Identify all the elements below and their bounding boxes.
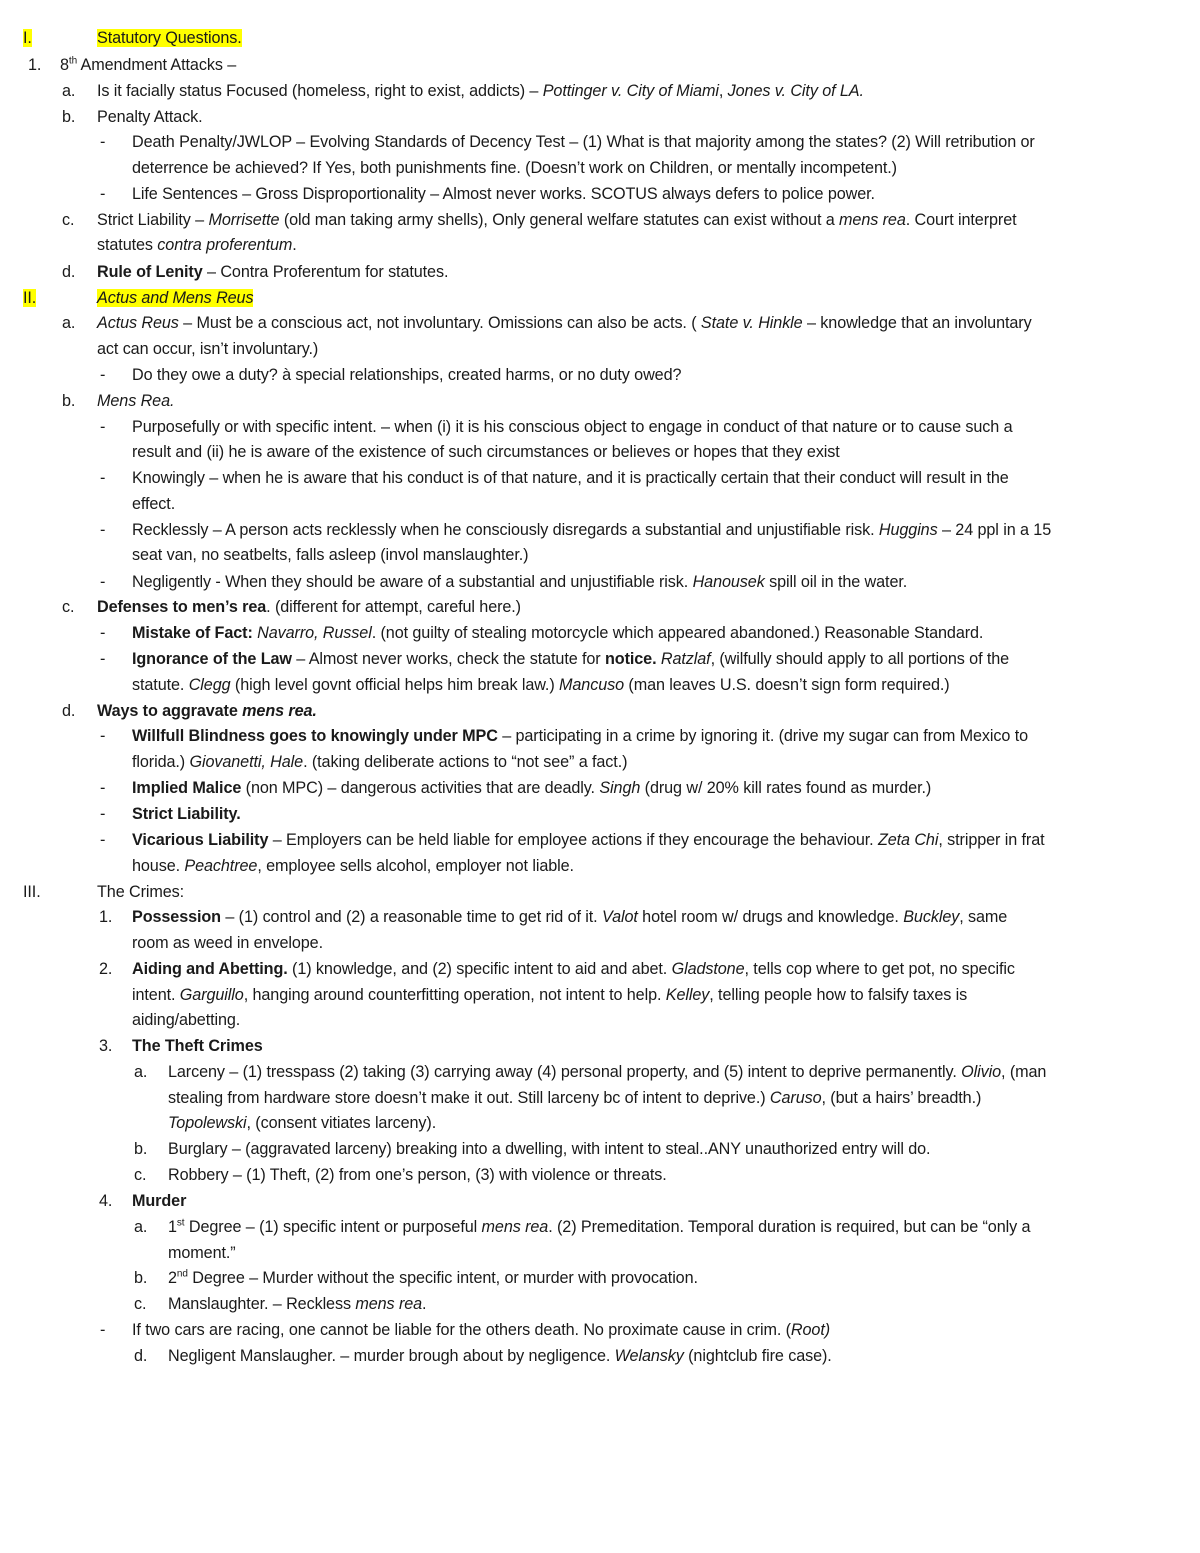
text-line [100,648,105,670]
text-line [62,209,74,231]
text-line [168,1138,930,1160]
text-line [134,1164,146,1186]
text-line [132,725,1028,747]
text-run: Huggins [878,521,938,539]
text-line [97,312,1032,334]
text-run: Degree – Murder without the specific intent, or murder with provocation. [187,1269,698,1287]
text-run: Hanousek [692,573,765,591]
text-run: stealing from hardware store doesn’t make it out. Still larceny bc of intent to deprive.) [168,1089,770,1107]
text-run: hotel room w/ drugs and knowledge. [637,908,904,926]
text-run: statutes [97,236,158,254]
text-run: Kelley [665,986,710,1004]
text-line [168,1061,1046,1083]
text-run: Knowingly – when he is aware that his conduct is of that nature, and it is practically certain that their conduct will result in the [132,469,1009,487]
text-line [132,157,897,179]
text-line [23,27,32,49]
text-run: – Must be a conscious act, not involuntary. Omissions can also be acts. ( [178,314,701,332]
text-run: - [100,779,106,797]
text-run: Jones v. City of LA. [727,82,864,100]
text-run: (man leaves U.S. doesn’t sign form required.) [624,676,950,694]
text-line [132,803,241,825]
text-run: Is it facially status Focused (homeless, right to exist, addicts) – [97,82,543,100]
text-line [23,287,36,309]
text-run: seat van, no seatbelts, falls asleep (invol manslaughter.) [132,546,529,564]
text-run: Death Penalty/JWLOP – Evolving Standards of Decency Test – (1) What is that majority among the states? (2) Will retribution or [132,133,1035,151]
text-run: house. [132,857,185,875]
text-line [62,80,75,102]
text-line [97,80,864,102]
text-run: (drug w/ 20% kill rates found as murder.) [640,779,932,797]
text-run: 1 [168,1218,177,1236]
text-run: Valot [601,908,638,926]
text-run: b. [62,108,76,126]
text-line [97,700,317,722]
text-run: mens rea [481,1218,549,1236]
text-line [97,338,318,360]
text-line [132,932,323,954]
text-run: Clegg [188,676,231,694]
text-line [62,261,75,283]
text-run: The Theft Crimes [132,1037,263,1055]
text-run: Purposefully or with specific intent. – when (i) it is his conscious object to engage in conduct of that nature or to cause such a [132,418,1013,436]
text-line [168,1164,667,1186]
text-line [134,1293,146,1315]
text-run: Mistake of Fact: [132,624,253,642]
text-run: nd [176,1268,188,1280]
text-run: – participating in a crime by ignoring it. (drive my sugar can from Mexico to [497,727,1028,745]
text-line [168,1242,236,1264]
text-line [132,493,175,515]
text-line [168,1087,981,1109]
text-run: Penalty Attack. [97,108,203,126]
text-run: , (but a hairs’ breadth.) [821,1089,982,1107]
text-run: 3. [99,1037,113,1055]
text-run: - [100,366,106,384]
text-line [168,1293,426,1315]
text-line [99,958,112,980]
text-run: Possession [132,908,221,926]
text-line [132,855,574,877]
text-line [134,1267,147,1289]
text-run: statute. [132,676,189,694]
text-run: I. [23,29,32,47]
text-run: Negligently - When they should be aware of a substantial and unjustifiable risk. [132,573,693,591]
text-run: Defenses to men’s rea [97,598,267,616]
text-run: intent. [132,986,180,1004]
text-run: 8 [60,56,69,74]
text-run: mens rea [839,211,906,229]
text-run: . (taking deliberate actions to “not see” a fact.) [303,753,628,771]
text-run: Implied Malice [132,779,242,797]
text-run: Strict Liability. [132,805,241,823]
text-run: , hanging around counterfitting operation, not intent to help. [243,986,666,1004]
text-run: Ways to aggravate [97,702,243,720]
text-line [100,725,105,747]
text-run: Do they owe a duty? à special relationships, created harms, or no duty owed? [132,366,682,384]
text-line [132,1319,830,1341]
text-line [168,1267,698,1289]
text-line [100,131,105,153]
text-run: Murder [132,1192,187,1210]
text-run: Burglary – (aggravated larceny) breaking into a dwelling, with intent to steal..ANY unauthorized entry will do. [168,1140,931,1158]
text-run: c. [134,1166,147,1184]
text-run: c. [62,598,75,616]
text-run: Buckley [903,908,960,926]
text-run: Rule of Lenity [97,263,203,281]
text-run: Gladstone [671,960,745,978]
text-run: - [100,727,106,745]
text-run: – Almost never works, check the statute for [291,650,605,668]
text-run: Singh [599,779,641,797]
text-run: notice. [605,650,657,668]
text-line [99,906,112,928]
text-run: , (wilfully should apply to all portions of the [710,650,1010,668]
text-run: Strict Liability – [97,211,209,229]
text-line [100,364,105,386]
text-line [132,906,1007,928]
text-line [168,1345,832,1367]
text-line [62,312,75,334]
text-run: , stripper in frat [938,831,1045,849]
text-run: aiding/abetting. [132,1011,241,1029]
text-run: st [176,1217,185,1229]
text-line [99,1035,112,1057]
text-line [132,751,627,773]
text-line [100,183,105,205]
text-run: Robbery – (1) Theft, (2) from one’s person, (3) with violence or threats. [168,1166,667,1184]
text-run: (1) knowledge, and (2) specific intent to aid and abet. [287,960,672,978]
text-line [132,622,983,644]
text-line [134,1216,147,1238]
text-line [132,416,1013,438]
text-run: a. [62,82,76,100]
text-run: , telling people how to falsify taxes is [709,986,968,1004]
text-line [134,1061,147,1083]
text-run: , same [959,908,1008,926]
text-run: spill oil in the water. [764,573,908,591]
text-run: a. [134,1218,148,1236]
text-run: (nightclub fire case). [683,1347,832,1365]
text-run: Pottinger v. City of Miami [542,82,719,100]
text-line [100,416,105,438]
text-run: d. [62,702,76,720]
text-run: , employee sells alcohol, employer not liable. [257,857,574,875]
text-run: , (man [1001,1063,1047,1081]
text-run: - [100,805,106,823]
text-line [23,881,41,903]
text-run: 4. [99,1192,113,1210]
text-run: - [100,1321,106,1339]
text-line [132,1190,186,1212]
text-line [97,596,521,618]
text-line [97,234,297,256]
text-run: . [422,1295,427,1313]
text-run: Larceny – (1) tresspass (2) taking (3) carrying away (4) personal property, and (5) intent to deprive permanently. [168,1063,962,1081]
text-run: deterrence be achieved? If Yes, both punishments fine. (Doesn’t work on Children, or mentally incompetent.) [132,159,897,177]
text-run: moment.” [168,1244,236,1262]
text-run: Amendment Attacks – [77,56,237,74]
text-run: room as weed in envelope. [132,934,323,952]
text-run: The Crimes: [97,883,185,901]
text-run: - [100,624,106,642]
text-run: Aiding and Abetting. [132,960,288,978]
text-run: - [100,418,106,436]
text-line [132,467,1009,489]
text-run: . (different for attempt, careful here.) [266,598,521,616]
text-run: – knowledge that an involuntary [802,314,1032,332]
text-run: - [100,469,106,487]
text-run: Peachtree [184,857,258,875]
text-run: effect. [132,495,176,513]
text-line [132,131,1035,153]
text-run: – Contra Proferentum for statutes. [202,263,449,281]
text-run: b. [62,392,76,410]
text-run: a. [134,1063,148,1081]
text-run: - [100,133,106,151]
text-run: florida.) [132,753,190,771]
text-run: c. [62,211,75,229]
text-run: , tells cop where to get pot, no specific [744,960,1015,978]
text-line [132,958,1015,980]
text-run: - [100,185,106,203]
text-line [100,467,105,489]
text-run: State v. Hinkle [700,314,803,332]
text-run: a. [62,314,76,332]
text-line [62,390,75,412]
text-run: . (not guilty of stealing motorcycle which appeared abandoned.) Reasonable Standard. [371,624,984,642]
text-run: th [68,55,78,67]
text-run: - [100,650,106,668]
text-run: c. [134,1295,147,1313]
text-line [97,390,174,412]
text-line [132,674,950,696]
text-run: Ratzlaf [660,650,711,668]
text-run: Olivio [961,1063,1002,1081]
text-run: (non MPC) – dangerous activities that are deadly. [241,779,600,797]
text-run: act can occur, isn’t involuntary.) [97,340,319,358]
text-line [132,648,1009,670]
text-run: contra proferentum [157,236,293,254]
text-line [97,287,253,309]
text-run: . (2) Premeditation. Temporal duration is required, but can be “only a [548,1218,1031,1236]
text-run: Actus and Mens Reus [97,289,254,307]
text-line [132,519,1051,541]
text-run: Zeta Chi [877,831,939,849]
text-line [97,106,203,128]
text-run: Vicarious Liability [132,831,269,849]
text-run: Morrisette [208,211,280,229]
text-run: Ignorance of the Law [132,650,292,668]
text-line [97,261,448,283]
text-line [168,1216,1030,1238]
text-run: 2 [168,1269,177,1287]
text-run: Manslaughter. – Reckless [168,1295,356,1313]
text-run: - [100,573,106,591]
text-run: . Court interpret [905,211,1017,229]
text-line [132,984,967,1006]
text-run: result and (ii) he is aware of the existence of such circumstances or believes or hopes that they exist [132,443,840,461]
text-line [132,1035,263,1057]
text-line [132,777,931,799]
text-line [99,1190,112,1212]
text-run: Statutory Questions. [97,29,242,47]
text-line [132,364,681,386]
text-run: II. [23,289,37,307]
text-run: Mens Rea. [97,392,175,410]
text-run: 1. [99,908,113,926]
text-line [168,1112,436,1134]
text-run: Actus Reus [97,314,179,332]
text-line [132,829,1045,851]
text-line [132,183,875,205]
text-run: (old man taking army shells), Only general welfare statutes can exist without a [279,211,840,229]
text-run: Root) [790,1321,831,1339]
text-run: – 24 ppl in a 15 [937,521,1052,539]
text-run: Navarro, Russel [257,624,372,642]
text-run: - [100,521,106,539]
text-line [62,106,75,128]
text-line [62,596,74,618]
text-line [100,571,105,593]
text-run: , (consent vitiates larceny). [246,1114,437,1132]
text-run: . [292,236,297,254]
text-line [100,777,105,799]
text-run: d. [62,263,76,281]
text-line [100,622,105,644]
text-run: Topolewski [168,1114,247,1132]
text-run: Mancuso [559,676,624,694]
text-line [97,881,184,903]
text-run: Life Sentences – Gross Disproportionality – Almost never works. SCOTUS always defers to police power. [132,185,875,203]
text-run: Negligent Manslaugher. – murder brough about by negligence. [168,1347,615,1365]
text-run: Welansky [614,1347,684,1365]
text-run: – Employers can be held liable for employee actions if they encourage the behaviour. [268,831,878,849]
text-run: Willfull Blindness goes to knowingly under MPC [132,727,498,745]
text-line [100,519,105,541]
text-line [100,803,105,825]
text-line [134,1345,147,1367]
text-run: b. [134,1140,148,1158]
text-line [97,209,1017,231]
text-run: , [718,82,728,100]
text-run: 1. [28,56,42,74]
text-run: Garguillo [179,986,244,1004]
text-line [132,441,840,463]
text-run: (high level govnt official helps him break law.) [230,676,560,694]
text-run: Giovanetti, Hale [189,753,304,771]
text-run: mens rea. [242,702,317,720]
text-run: 2. [99,960,113,978]
text-run: III. [23,883,41,901]
text-line [97,27,242,49]
text-run: If two cars are racing, one cannot be liable for the others death. No proximate cause in crim. ( [132,1321,791,1339]
text-run: - [100,831,106,849]
text-line [100,1319,105,1341]
text-run: b. [134,1269,148,1287]
text-run: – (1) control and (2) a reasonable time to get rid of it. [220,908,602,926]
text-line [132,544,528,566]
text-line [28,54,41,76]
text-run: Recklessly – A person acts recklessly when he consciously disregards a substantial and unjustifiable risk. [132,521,879,539]
text-run: Caruso [769,1089,822,1107]
text-run: d. [134,1347,148,1365]
text-run: Degree – (1) specific intent or purposeful [184,1218,482,1236]
text-line [100,829,105,851]
text-line [60,54,236,76]
text-line [132,571,907,593]
text-run: mens rea [355,1295,423,1313]
text-line [62,700,75,722]
text-line [134,1138,147,1160]
text-line [132,1009,240,1031]
